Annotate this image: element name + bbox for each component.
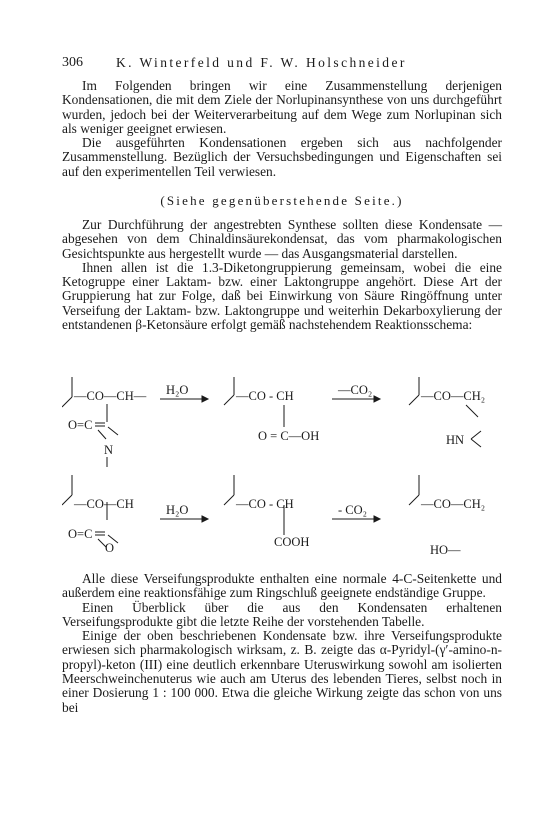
carboxylic-acid-label: O = C—OH — [258, 429, 320, 443]
hydroxyl-product-label: HO— — [430, 543, 461, 557]
intro-block — [62, 79, 502, 179]
paragraph: Im Folgenden bringen wir eine Zusammenstellung derjenigen Kondensationen, die mit dem Ziele der Norlupinansynthese von uns durchgeführt wurden, jedoch bei der Weiterverarbeitung auf dem Wege zum Norlupinan sich als weniger geeignet erwiesen. — [62, 78, 502, 136]
ketone-chain-label: —CO—CH₂ — [421, 497, 486, 511]
decarboxylation-reagent-label: - CO₂ — [338, 503, 368, 517]
running-head-authors: K. Winterfeld und F. W. Holschneider — [116, 55, 407, 70]
synthesis-block — [62, 218, 502, 332]
ring-opened-chain-label: —CO - CH — [236, 389, 294, 403]
ketone-chain-label: —CO—CH₂ — [421, 389, 486, 403]
carboxyl-group-label: COOH — [274, 535, 310, 549]
paragraph: Zur Durchführung der angestrebten Synthese sollten diese Kondensate — abgesehen von dem Chinaldinsäurekondensat, das vom pharmakologischen Gesichtspunkte aus hergestellt wurde — das Ausgangsmaterial darstellen. — [62, 217, 502, 261]
water-reagent-label: H₂O — [166, 383, 189, 397]
lactam-carbonyl-label: O=C — [68, 418, 93, 432]
paragraph: Ihnen allen ist die 1.3-Diketongruppierung gemeinsam, wobei die eine Ketogruppe einer Laktam- bzw. einer Laktongruppe angehört. Diese Art der Gruppierung hat zur Folge, daß bei Einwirkung von Säure Ringöffnung unter Verseifung der Laktam- bzw. Laktongruppe und weiterhin Dekarboxylierung der entstandenen β-Ketonsäure erfolgt gemäß nachstehendem Reaktionsschema: — [62, 259, 502, 333]
ring-opened-chain-label: —CO - CH — [236, 497, 294, 511]
paragraph: Alle diese Verseifungsprodukte enthalten eine normale 4-C-Seitenkette und außerdem eine reaktionsfähige zum Ringschluß geeignete endständige Gruppe. — [62, 571, 502, 601]
running-header — [62, 55, 502, 71]
lactone-carbonyl-label: O=C — [68, 527, 93, 541]
amine-product-label: HN — [446, 433, 465, 447]
decarboxylation-reagent-label: —CO₂ — [338, 383, 373, 397]
reaction-scheme — [62, 377, 502, 562]
see-opposite-page-note: (Siehe gegenüberstehende Seite.) — [160, 193, 404, 208]
conclusion-block — [62, 572, 502, 715]
page-number: 306 — [62, 55, 83, 70]
water-reagent-label: H₂O — [166, 503, 189, 517]
lactam-nitrogen-label: N — [104, 443, 114, 457]
lactam-chain-label: —CO—CH— — [74, 389, 147, 403]
lactone-oxygen-label: O — [105, 541, 115, 555]
paragraph: Einen Überblick über die aus den Kondensaten erhaltenen Verseifungsprodukte gibt die letzte Reihe der vorstehenden Tabelle. — [62, 599, 502, 629]
lactone-chain-label: —CO—CH — [74, 497, 134, 511]
paragraph: Die ausgeführten Kondensationen ergeben sich aus nachfolgender Zusammenstellung. Bezüglich der Versuchsbedingungen und Eigenschaften sei auf den experimentellen Teil verwiesen. — [62, 135, 502, 179]
paragraph: Einige der oben beschriebenen Kondensate bzw. ihre Verseifungsprodukte erwiesen sich pharmakologisch wirksam, z. B. zeigte das α-Pyridyl-(γ′-amino-n-propyl)-keton (III) eine deutlich erkennbare Uteruswirkung sowohl am isolierten Meerschweinchenuterus wie auch am Uterus des lebenden Tieres, selbst noch in einer Dosierung 1 : 100 000. Etwa die gleiche Wirkung zeigte das schon von uns bei — [62, 628, 502, 715]
